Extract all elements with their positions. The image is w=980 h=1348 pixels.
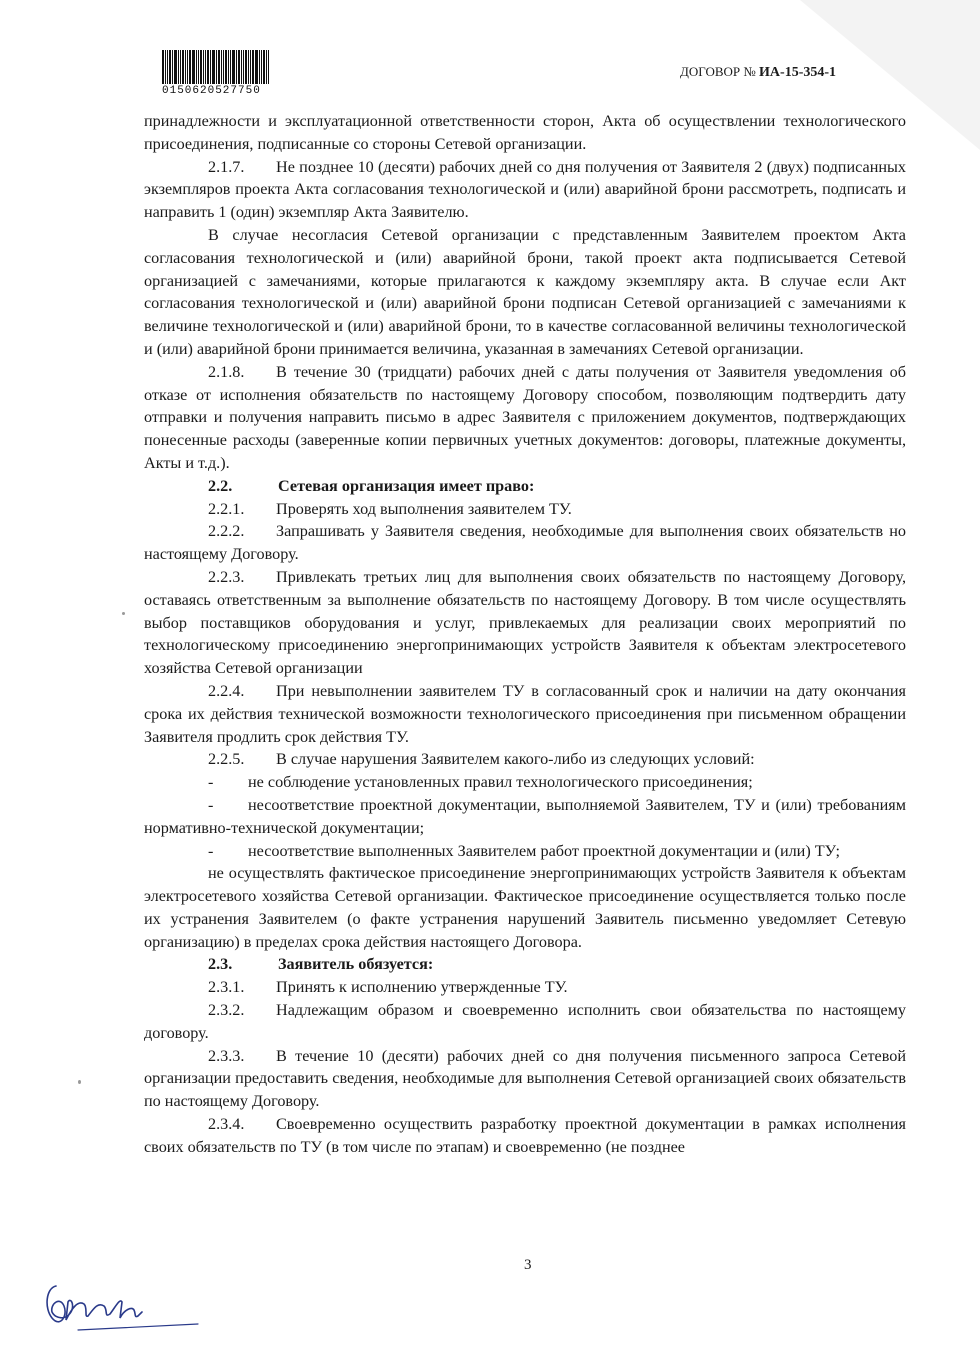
dash-bullet: - [208,841,214,860]
clause-text: Привлекать третьих лиц для выполнения своих обязательств по настоящему Договору, оставаясь ответственным за выполнение обязательств по настоящему Договору. В том числе осуществлять выбор поставщиков оборудования и услуг, привлекаемых для реализации своих мероприятий по технологическому присоединению энергопринимающих устройств Заявителя к объектам электросетевого хозяйства Сетевой организации [144,567,906,678]
clause [144,566,906,680]
list-item [144,840,906,863]
barcode-bar [236,50,237,84]
barcode-bar [200,50,202,84]
paragraph [144,110,906,156]
barcode-bar [185,50,186,84]
barcode-number: 0150620527750 [162,85,261,97]
clause [144,361,906,475]
clause-number: 2.3. [208,955,233,974]
clause-text: Запрашивать у Заявителя сведения, необходимые для выполнения своих обязательств но настоящему Договору. [144,522,906,564]
clause-number: 2.2.3. [208,567,245,586]
barcode-bar [223,50,224,84]
clause-text: Проверять ход выполнения заявителем ТУ. [276,499,572,518]
barcode-bar [248,50,249,84]
clause [144,498,906,521]
barcode-bar [162,50,164,84]
barcode-bar [232,50,235,84]
barcode-bar [207,50,209,84]
barcode-bar [245,50,247,84]
barcode-bar [221,50,222,84]
barcode-bar [178,50,179,84]
barcode-bar [261,50,262,84]
paragraph-text: В случае несогласия Сетевой организации с представленным Заявителем проектом Акта согласования технологической и (или) аварийной брони, такой проект акта подписывается Сетевой организацией с замечаниями, которые прилагаются к каждому экземпляру акта. В случае если Акт согласования технологической и (или) аварийной брони подписан Сетевой организацией с замечаниями к величине технологической и (или) аварийной брони, то в качестве согласованной величины технологической и (или) аварийной брони принимается величина, указанная в замечаниях Сетевой организации. [144,225,906,358]
barcode-bar [182,50,184,84]
barcode-bar [167,50,168,84]
clause [144,520,906,566]
barcode-bar [198,50,199,84]
barcode-bar [165,50,166,84]
contract-header [680,64,836,81]
barcode-bar [255,50,258,84]
clause-number: 2.2.1. [208,499,245,518]
scan-speck [78,1080,81,1084]
contract-number: ИА-15-354-1 [759,65,837,80]
barcode-bar [230,50,231,84]
clause-number: 2.1.8. [208,362,245,381]
clause [144,976,906,999]
clause-text: Принять к исполнению утвержденные ТУ. [276,978,568,997]
barcode-bars [162,50,282,84]
clause-text: Своевременно осуществить разработку проектной документации в рамках исполнения своих обязательств по ТУ (в том числе по этапам) и своевременно (не позднее [144,1115,906,1156]
document-body [144,110,906,1159]
clause-text: Заявитель обязуется: [278,955,434,974]
clause-text: В случае нарушения Заявителем какого-либо из следующих условий: [276,750,755,769]
barcode-bar [259,50,260,84]
list-item [144,771,906,794]
scan-speck [122,612,125,615]
barcode-bar [174,50,177,84]
section-heading [144,475,906,498]
list-item-text: несоответствие выполненных Заявителем работ проектной документации и (или) ТУ; [248,841,841,860]
list-item-text: не соблюдение установленных правил технологического присоединения; [248,773,753,792]
clause [144,680,906,748]
barcode-bar [203,50,204,84]
barcode-bar [243,50,244,84]
barcode-bar [252,50,254,84]
barcode-bar [238,50,240,84]
list-item [144,794,906,840]
clause-number: 2.3.3. [208,1046,245,1065]
clause [144,748,906,771]
clause-text: В течение 30 (тридцати) рабочих дней с даты получения от Заявителя уведомления об отказе от исполнения обязательств по настоящему Договору способом, позволяющим подтвердить дату отправки и получения направить письмо в адрес Заявителя с приложением документов, подтверждающих понесенные расходы (заверенные копии первичных учетных документов: договоры, платежные документы, Акты и т.д.). [144,362,906,472]
clause-text: Надлежащим образом и своевременно исполнить свои обязательства по настоящему договору. [144,1001,906,1042]
handwritten-signature [38,1268,208,1343]
clause-number: 2.1.7. [208,157,245,176]
paragraph-text: не осуществлять фактическое присоединение энергопринимающих устройств Заявителя к объектам электросетевого хозяйства Сетевой организации. Фактическое присоединение осуществляется только после их устранения Заявителем (о факте устранения нарушений Заявитель письменно уведомляет Сетевую организацию) в пределах срока действия настоящего Договора. [144,864,906,951]
clause-text: Сетевая организация имеет право: [278,476,535,495]
barcode-bar [212,50,215,84]
page-number: 3 [524,1257,532,1273]
clause [144,1045,906,1113]
clause-number: 2.2. [208,476,233,495]
clause-number: 2.2.2. [208,522,245,541]
clause-number: 2.3.4. [208,1115,245,1134]
clause-number: 2.2.5. [208,750,245,769]
barcode-bar [196,50,197,84]
clause-number: 2.2.4. [208,681,245,700]
barcode-bar [210,50,211,84]
barcode-bar [241,50,242,84]
clause [144,156,906,224]
barcode-bar [205,50,206,84]
clause [144,1113,906,1159]
list-item-text: несоответствие проектной документации, выполняемой Заявителем, ТУ и (или) требованиям нормативно-технической документации; [144,795,906,837]
dash-bullet: - [208,773,214,792]
section-heading [144,953,906,976]
contract-label: ДОГОВОР № [680,64,756,79]
barcode-bar [172,50,173,84]
clause-number: 2.3.2. [208,1001,245,1020]
clause-text: Не позднее 10 (десяти) рабочих дней со дня получения от Заявителя 2 (двух) подписанных экземпляров проекта Акта согласования технологической и (или) аварийной брони рассмотреть, подписать и направить 1 (один) экземпляр Акта Заявителю. [144,157,906,222]
barcode-bar [187,50,188,84]
barcode-bar [189,50,191,84]
clause [144,999,906,1045]
paragraph [144,862,906,953]
barcode-bar [228,50,229,84]
barcode-bar [268,50,269,84]
barcode-bar [266,50,267,84]
barcode-bar [169,50,171,84]
barcode-bar [250,50,251,84]
barcode-bar [192,50,195,84]
barcode [162,50,282,97]
dash-bullet: - [208,795,214,814]
clause-text: В течение 10 (десяти) рабочих дней со дня получения письменного запроса Сетевой организации предоставить сведения, необходимые для выполнения Сетевой организацией своих обязательств по настоящему Договору. [144,1046,906,1111]
barcode-bar [180,50,181,84]
barcode-bar [225,50,227,84]
barcode-bar [216,50,217,84]
clause-number: 2.3.1. [208,978,245,997]
barcode-bar [263,50,265,84]
paragraph [144,224,906,361]
clause-text: При невыполнении заявителем ТУ в согласованный срок и наличии на дату окончания срока их действия технической возможности технологического присоединения при письменном обращении Заявителя продлить срок действия ТУ. [144,681,906,746]
barcode-bar [218,50,220,84]
paragraph-text: принадлежности и эксплуатационной ответственности сторон, Акта об осуществлении технологического присоединения, подписанные со стороны Сетевой организации. [144,112,906,153]
